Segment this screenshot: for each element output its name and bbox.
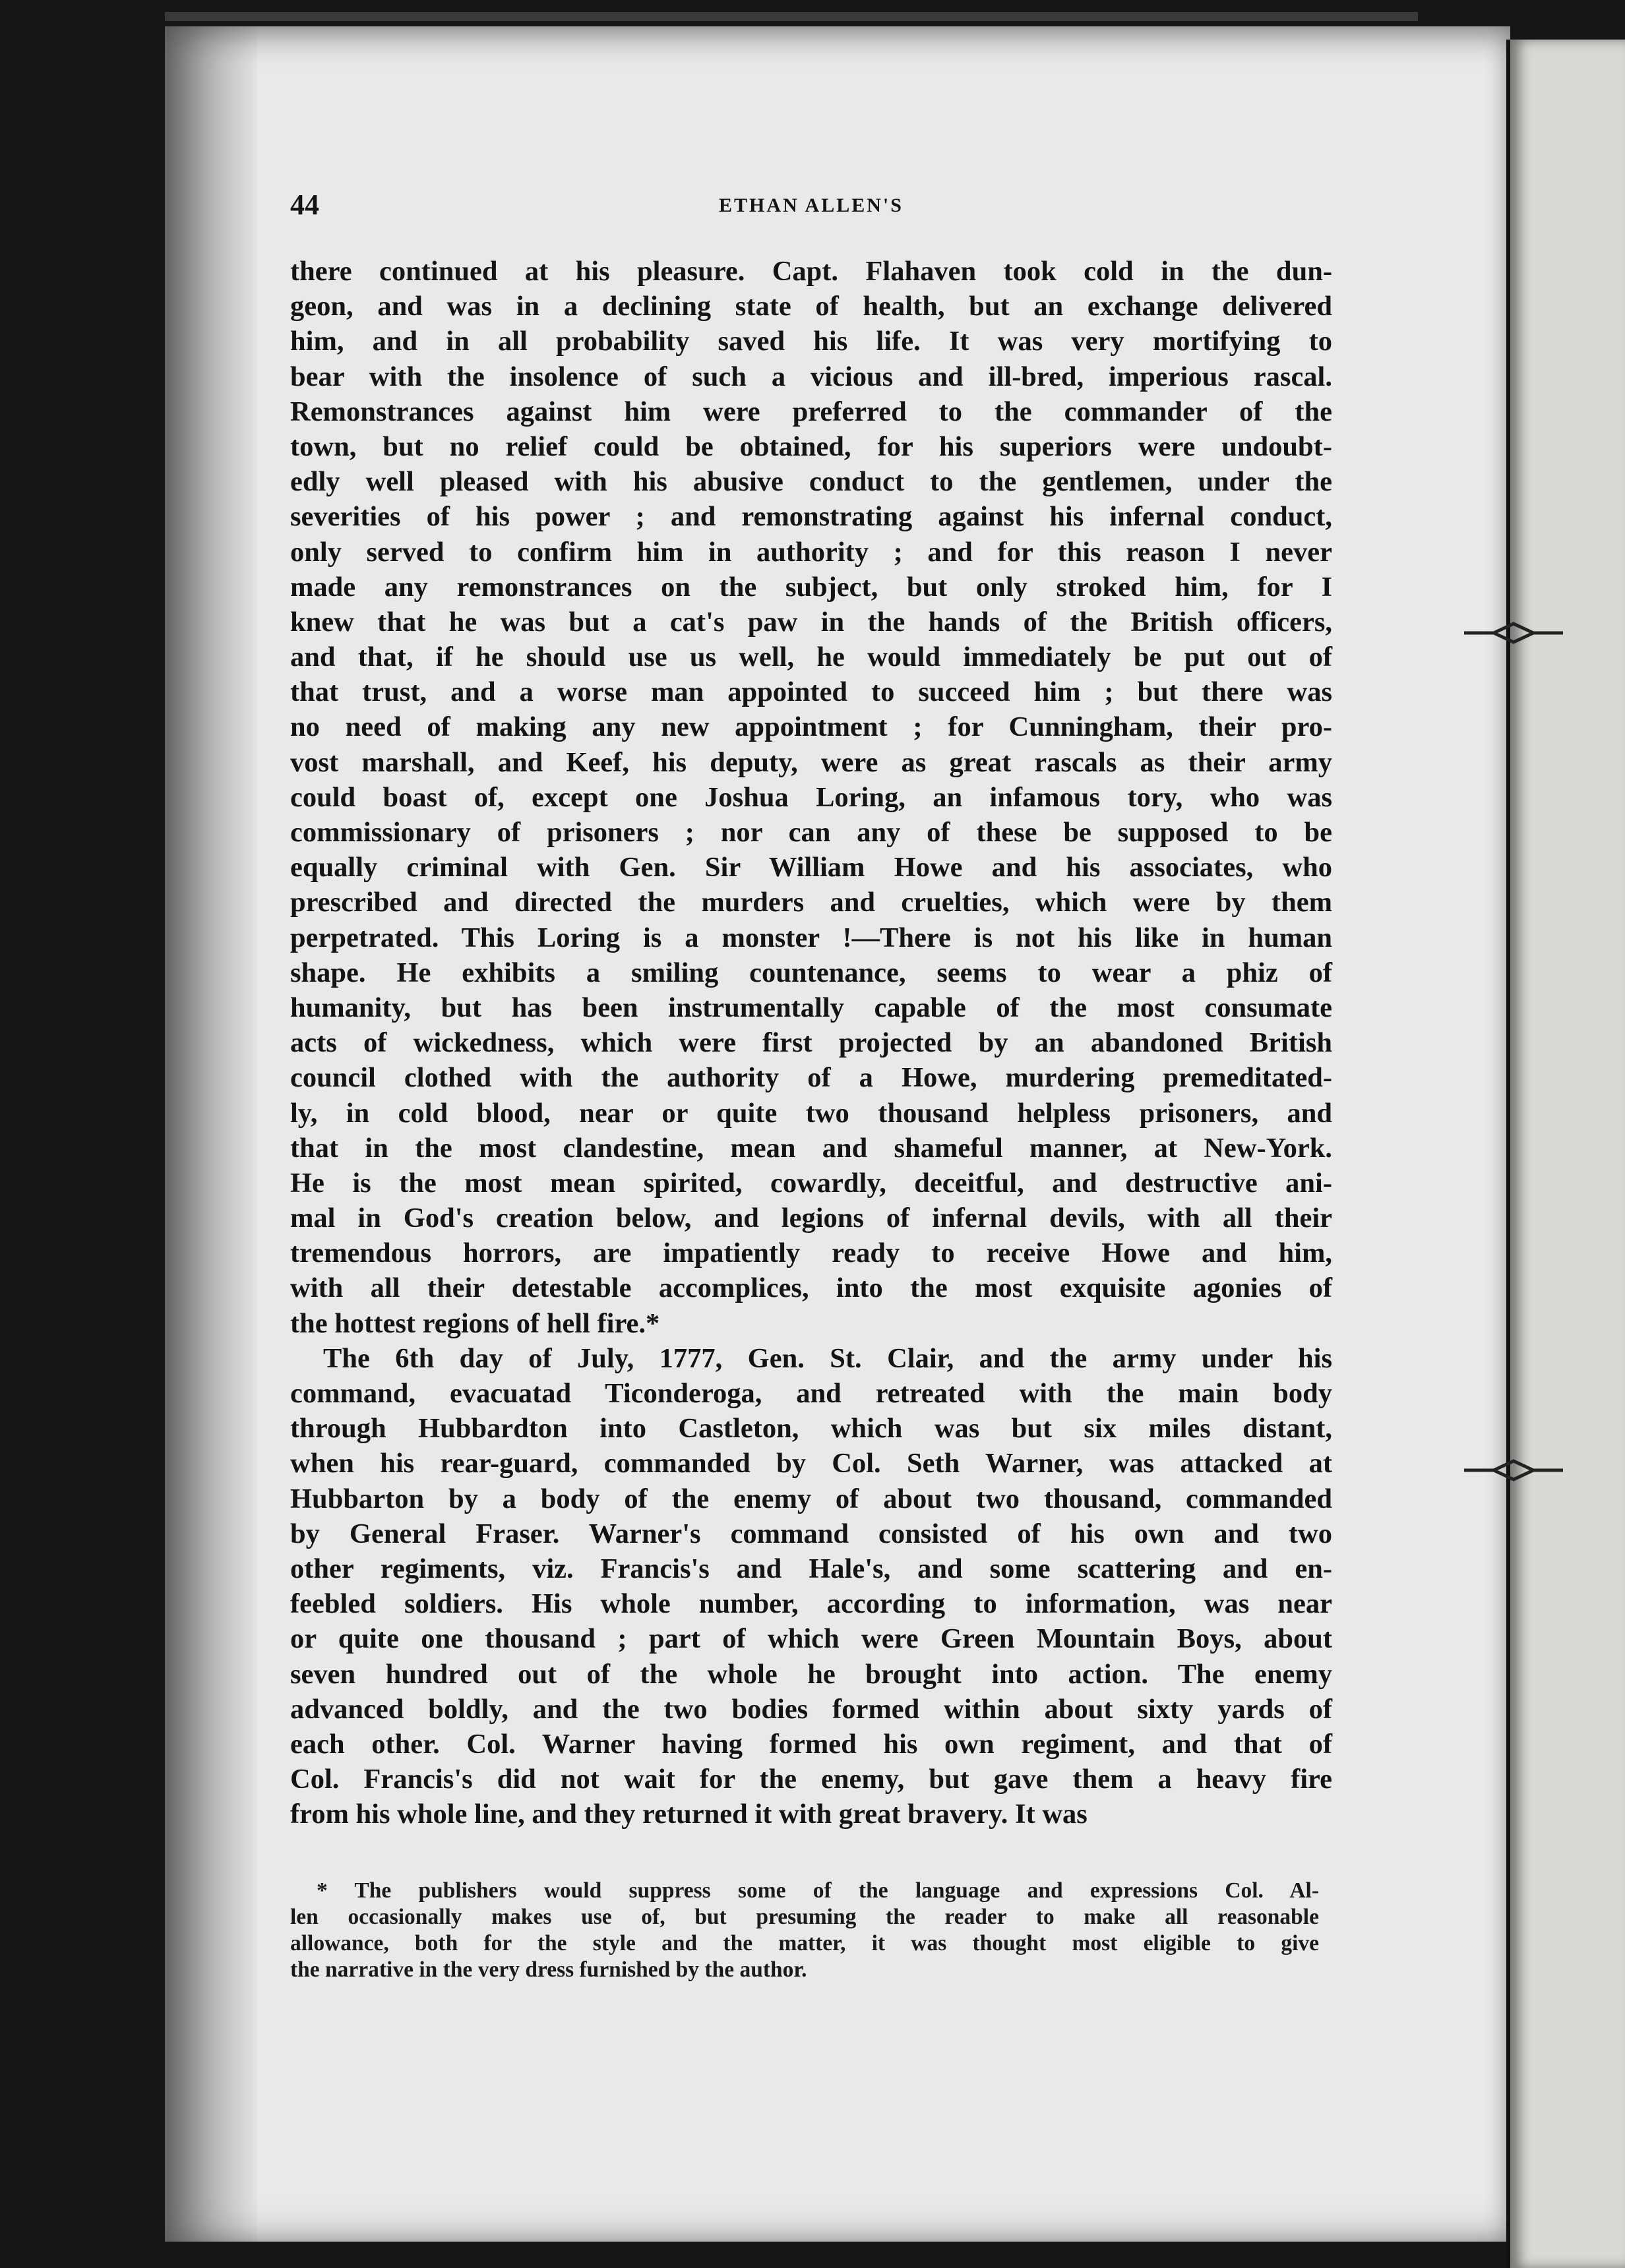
page-clip-mark-lower	[1464, 1457, 1563, 1483]
body-line: each other. Col. Warner having formed his own regiment, and that of	[290, 1728, 1332, 1760]
body-line: with all their detestable accomplices, into the most exquisite agonies of	[290, 1272, 1332, 1304]
body-line: him, and in all probability saved his life. It was very mortifying to	[290, 326, 1332, 357]
body-line: or quite one thousand ; part of which were Green Mountain Boys, about	[290, 1623, 1332, 1655]
body-line: and that, if he should use us well, he would immediately be put out of	[290, 642, 1332, 673]
footnote-line: len occasionally makes use of, but presuming the reader to make all reasonable	[290, 1905, 1319, 1929]
body-line: could boast of, except one Joshua Loring, an infamous tory, who was	[290, 781, 1332, 813]
body-line: humanity, but has been instrumentally capable of the most consumate	[290, 992, 1332, 1023]
body-line: knew that he was but a cat's paw in the hands of the British officers,	[290, 606, 1332, 638]
footnote-line: the narrative in the very dress furnished by the author.	[290, 1957, 807, 1982]
body-line: bear with the insolence of such a vicious and ill-bred, imperious rascal.	[290, 361, 1332, 392]
body-line: council clothed with the authority of a Howe, murdering premeditated-	[290, 1062, 1332, 1094]
body-line: seven hundred out of the whole he brought into action. The enemy	[290, 1658, 1332, 1690]
body-line: command, evacuatad Ticonderoga, and retreated with the main body	[290, 1378, 1332, 1409]
body-line: Col. Francis's did not wait for the enemy, but gave them a heavy fire	[290, 1764, 1332, 1795]
body-line: ly, in cold blood, near or quite two thousand helpless prisoners, and	[290, 1097, 1332, 1129]
spine-shadow	[165, 26, 257, 2242]
body-line: tremendous horrors, are impatiently ready to receive Howe and him,	[290, 1238, 1332, 1269]
body-text	[290, 254, 1332, 1832]
body-line: edly well pleased with his abusive conduct to the gentlemen, under the	[290, 466, 1332, 498]
footnote	[290, 1878, 1319, 1983]
body-line: acts of wickedness, which were first projected by an abandoned British	[290, 1027, 1332, 1059]
body-line: the hottest regions of hell fire.*	[290, 1307, 660, 1339]
body-line: He is the most mean spirited, cowardly, deceitful, and destructive ani-	[290, 1167, 1332, 1199]
page-header	[290, 188, 1332, 227]
body-line: made any remonstrances on the subject, but only stroked him, for I	[290, 571, 1332, 603]
top-border-rule	[165, 12, 1418, 21]
body-line: advanced boldly, and the two bodies formed within about sixty yards of	[290, 1693, 1332, 1725]
body-line: only served to confirm him in authority ; and for this reason I never	[290, 536, 1332, 568]
page-clip-mark-upper	[1464, 620, 1563, 646]
page-number: 44	[290, 189, 319, 221]
body-line: equally criminal with Gen. Sir William Howe and his associates, who	[290, 852, 1332, 883]
body-line: prescribed and directed the murders and cruelties, which were by them	[290, 887, 1332, 918]
body-line: Hubbarton by a body of the enemy of about two thousand, commanded	[290, 1483, 1332, 1514]
body-line: there continued at his pleasure. Capt. Flahaven took cold in the dun-	[290, 256, 1332, 287]
body-line: from his whole line, and they returned it with great bravery. It was	[290, 1799, 1088, 1830]
body-line: severities of his power ; and remonstrating against his infernal conduct,	[290, 501, 1332, 533]
footnote-line: allowance, both for the style and the matter, it was thought most eligible to give	[290, 1931, 1319, 1955]
body-line: by General Fraser. Warner's command consisted of his own and two	[290, 1518, 1332, 1549]
body-line: no need of making any new appointment ; for Cunningham, their pro-	[290, 711, 1332, 743]
body-line: vost marshall, and Keef, his deputy, were as great rascals as their army	[290, 746, 1332, 778]
body-line: that in the most clandestine, mean and shameful manner, at New-York.	[290, 1132, 1332, 1164]
footnote-line: * The publishers would suppress some of the language and expressions Col. Al-	[317, 1878, 1319, 1903]
body-line: commissionary of prisoners ; nor can any of these be supposed to be	[290, 817, 1332, 848]
body-line: through Hubbardton into Castleton, which was but six miles distant,	[290, 1413, 1332, 1445]
body-line: geon, and was in a declining state of health, but an exchange delivered	[290, 291, 1332, 322]
body-line: town, but no relief could be obtained, for his superiors were undoubt-	[290, 431, 1332, 462]
body-line: Remonstrances against him were preferred to the commander of the	[290, 396, 1332, 427]
body-line: shape. He exhibits a smiling countenance, seems to wear a phiz of	[290, 957, 1332, 988]
body-line: when his rear-guard, commanded by Col. Seth Warner, was attacked at	[290, 1448, 1332, 1479]
body-line: feebled soldiers. His whole number, according to information, was near	[290, 1588, 1332, 1620]
body-line: perpetrated. This Loring is a monster !—There is not his like in human	[290, 922, 1332, 953]
running-head: ETHAN ALLEN'S	[719, 194, 904, 216]
body-line: that trust, and a worse man appointed to succeed him ; but there was	[290, 676, 1332, 708]
body-line: other regiments, viz. Francis's and Hale's, and some scattering and en-	[290, 1553, 1332, 1584]
facing-page-edge	[1510, 40, 1625, 2268]
body-line: The 6th day of July, 1777, Gen. St. Clair, and the army under his	[323, 1342, 1332, 1374]
body-line: mal in God's creation below, and legions of infernal devils, with all their	[290, 1203, 1332, 1234]
